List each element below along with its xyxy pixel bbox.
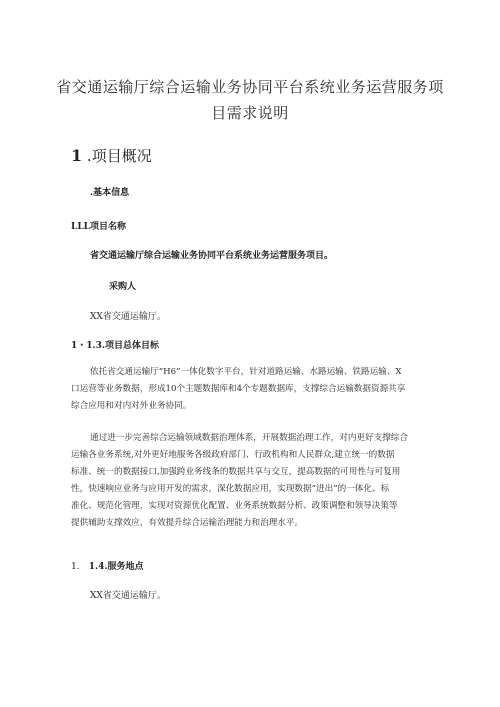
location-value: XX省交通运输厅。	[90, 591, 166, 601]
goal-paragraph-2-line: 通过进一步完善综合运输领域数据治理体系，开展数据治理工作，对内更好支撑综合	[90, 433, 408, 443]
project-name-heading: LLL项目名称	[71, 222, 126, 232]
goal-paragraph-1-line: 口运营等业务数据，形成10个主题数据库和4个专题数据库，支撑综合运输数据资源共享	[71, 384, 406, 394]
purchaser-heading: 采购人	[109, 282, 137, 292]
goal-heading: 1・1.3.项目总体目标	[71, 341, 160, 351]
project-name-value: 省交通运输厅综合运输业务协同平台系统业务运营服务项目。	[90, 251, 334, 261]
basic-info-heading: .基本信息	[90, 188, 130, 198]
goal-paragraph-1	[71, 364, 441, 415]
goal-paragraph-2-line: 提供辅助支撑效应，有效提升综合运输治理能力和治理水平。	[71, 518, 304, 528]
goal-paragraph-1-line: 依托省交通运输厅“H6”一体化数字平台，针对道路运输、水路运输、铁路运输、X	[90, 367, 402, 377]
document-title-line-1: 省交通运输厅综合运输业务协同平台系统业务运营服务项	[56, 78, 444, 96]
goal-paragraph-2-line: 性，快速响应业务与应用开发的需求，深化数据应用，实现数据“进出”的一体化、标	[71, 484, 390, 494]
goal-paragraph-2	[71, 430, 441, 532]
location-heading-number: 1.	[71, 562, 80, 572]
section-1-number: 1	[71, 146, 83, 165]
document-title-line-2: 目需求说明	[211, 104, 289, 122]
purchaser-value: XX省交通运输厅。	[90, 312, 166, 322]
goal-paragraph-2-line: 标准、统一的数据接口,加强跨业务线条的数据共享与交互，提高数据的可用性与可复用	[71, 467, 401, 477]
section-1-heading	[71, 146, 152, 166]
goal-paragraph-2-line: 准化、规范化管理，实现对资源优化配置、业务系统数据分析、政策调整和领导决策等	[71, 501, 398, 511]
section-1-title: .项目概况	[86, 147, 152, 165]
goal-paragraph-1-line: 综合应用和对内对外业务协同。	[71, 401, 192, 411]
location-heading-text: 1.4.服务地点	[88, 562, 144, 572]
goal-paragraph-2-line: 运输各业务系统,对外更好地服务各级政府部门、行政机构和人民群众,建立统一的数据	[71, 450, 395, 460]
location-heading	[71, 561, 144, 573]
